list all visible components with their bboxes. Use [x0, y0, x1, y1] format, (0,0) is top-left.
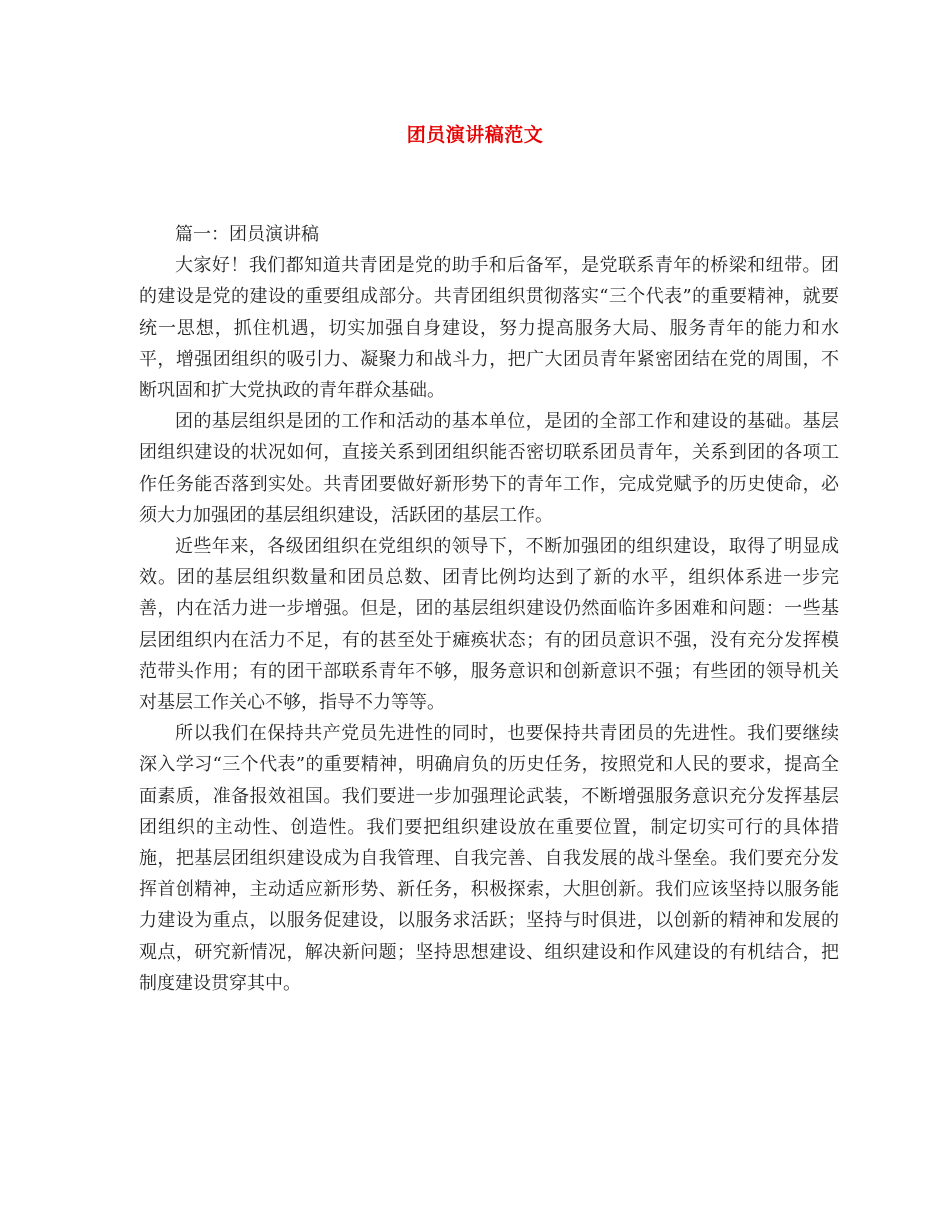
paragraph: 大家好！我们都知道共青团是党的助手和后备军，是党联系青年的桥梁和纽带。团的建设是党的建设的重要组成部分。共青团组织贯彻落实“三个代表”的重要精神，就要统一思想，抓住机遇，切实加强自身建设，努力提高服务大局、服务青年的能力和水平，增强团组织的吸引力、凝聚力和战斗力，把广大团员青年紧密团结在党的周围，不断巩固和扩大党执政的青年群众基础。 — [139, 255, 839, 402]
document-body — [139, 219, 839, 999]
section-heading: 篇一：团员演讲稿 — [175, 224, 319, 245]
document-title: 团员演讲稿范文 — [406, 124, 544, 146]
paragraph: 团的基层组织是团的工作和活动的基本单位，是团的全部工作和建设的基础。基层团组织建设的状况如何，直接关系到团组织能否密切联系团员青年，关系到团的各项工作任务能否落到实处。共青团要做好新形势下的青年工作，完成党赋予的历史使命，必须大力加强团的基层组织建设，活跃团的基层工作。 — [139, 411, 839, 526]
paragraph: 近些年来，各级团组织在党组织的领导下，不断加强团的组织建设，取得了明显成效。团的基层组织数量和团员总数、团青比例均达到了新的水平，组织体系进一步完善，内在活力进一步增强。但是，团的基层组织建设仍然面临许多困难和问题：一些基层团组织内在活力不足，有的甚至处于瘫痪状态；有的团员意识不强，没有充分发挥模范带头作用；有的团干部联系青年不够，服务意识和创新意识不强；有些团的领导机关对基层工作关心不够，指导不力等等。 — [139, 536, 839, 714]
paragraph: 所以我们在保持共产党员先进性的同时，也要保持共青团员的先进性。我们要继续深入学习“三个代表”的重要精神，明确肩负的历史任务，按照党和人民的要求，提高全面素质，准备报效祖国。我们要进一步加强理论武装，不断增强服务意识充分发挥基层团组织的主动性、创造性。我们要把组织建设放在重要位置，制定切实可行的具体措施，把基层团组织建设成为自我管理、自我完善、自我发展的战斗堡垒。我们要充分发挥首创精神，主动适应新形势、新任务，积极探索，大胆创新。我们应该坚持以服务能力建设为重点，以服务促建设，以服务求活跃；坚持与时俱进，以创新的精神和发展的观点，研究新情况，解决新问题；坚持思想建设、组织建设和作风建设的有机结合，把制度建设贯穿其中。 — [139, 723, 839, 994]
